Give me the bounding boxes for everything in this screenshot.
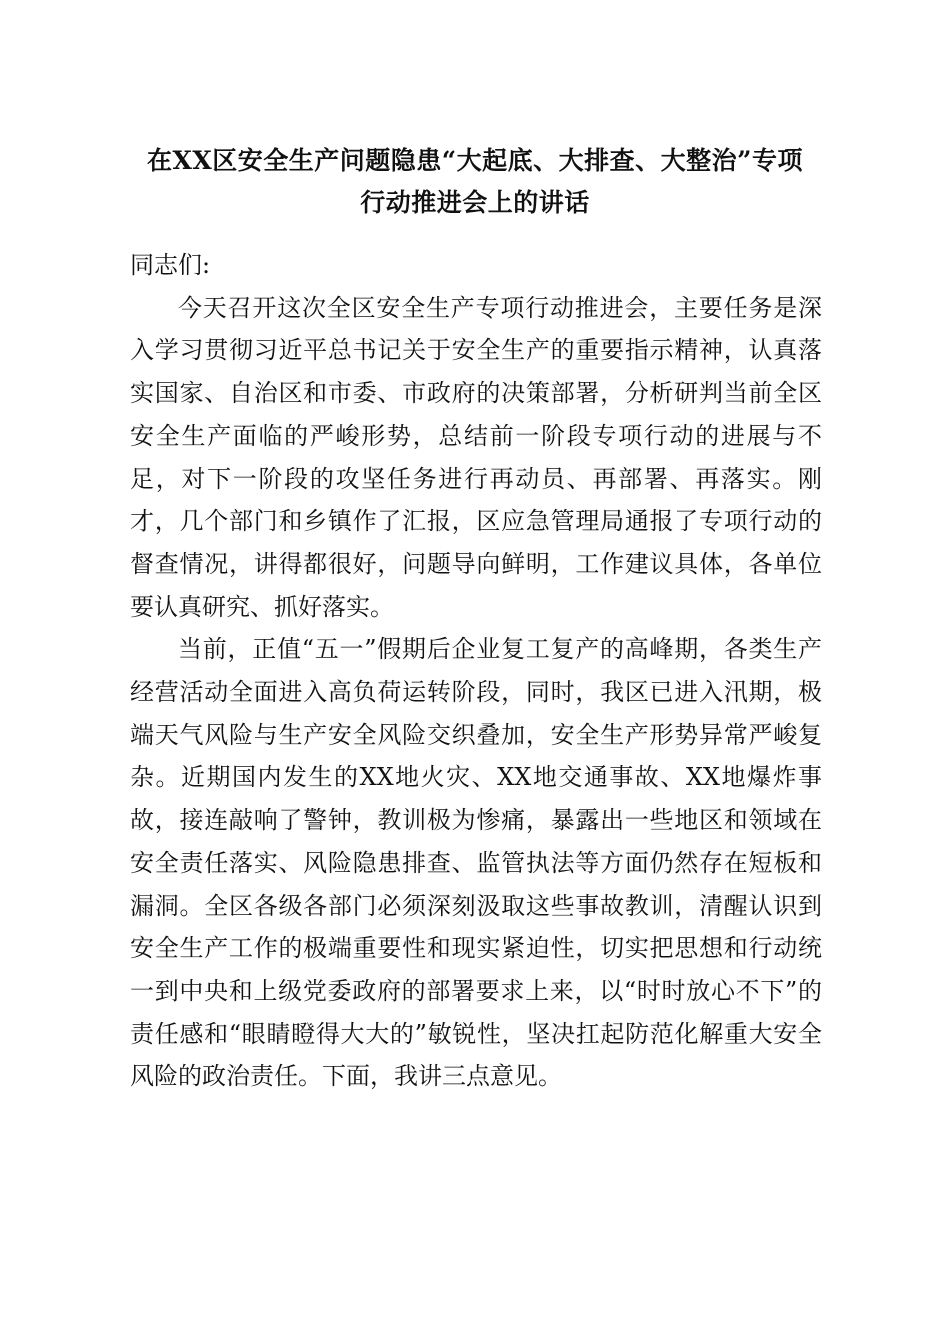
salutation: 同志们: [130, 251, 211, 279]
title-line-2: 行动推进会上的讲话 [360, 188, 590, 217]
paragraph-2: 当前，正值“五一”假期后企业复工复产的高峰期，各类生产经营活动全面进入高负荷运转阶段，同时，我区已进入汛期，极端天气风险与生产安全风险交织叠加，安全生产形势异常严峻复杂。近期国内发生的XX地火灾、XX地交通事故、XX地爆炸事故，接连敲响了警钟，教训极为惨痛，暴露出一些地区和领域在安全责任落实、风险隐患排查、监管执法等方面仍然存在短板和漏洞。全区各级各部门必须深刻汲取这些事故教训，清醒认识到安全生产工作的极端重要性和现实紧迫性，切实把思想和行动统一到中央和上级党委政府的部署要求上来，以“时时放心不下”的责任感和“眼睛瞪得大大的”敏锐性，坚决扛起防范化解重大安全风险的政治责任。下面，我讲三点意见。 [130, 635, 822, 1091]
title-line-1: 在XX区安全生产问题隐患“大起底、大排查、大整治”专项 [146, 146, 804, 175]
document-body [130, 244, 822, 1098]
document-title [128, 140, 822, 224]
paragraph-1: 今天召开这次全区安全生产专项行动推进会，主要任务是深入学习贯彻习近平总书记关于安全生产的重要指示精神，认真落实国家、自治区和市委、市政府的决策部署，分析研判当前全区安全生产面临的严峻形势，总结前一阶段专项行动的进展与不足，对下一阶段的攻坚任务进行再动员、再部署、再落实。刚才，几个部门和乡镇作了汇报，区应急管理局通报了专项行动的督查情况，讲得都很好，问题导向鲜明，工作建议具体，各单位要认真研究、抓好落实。 [130, 293, 822, 621]
